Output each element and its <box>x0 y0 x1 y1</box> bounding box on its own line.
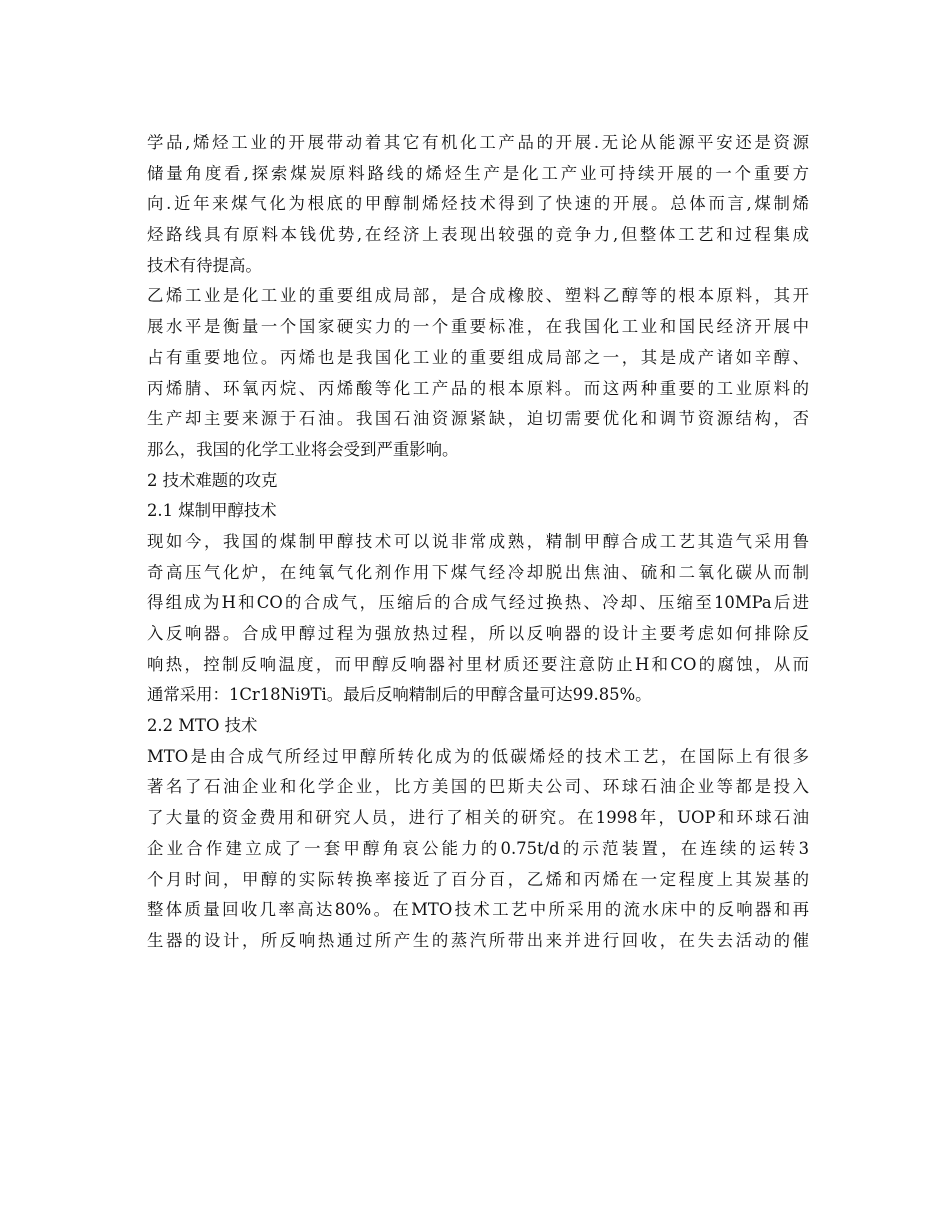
paragraph-ethylene-propylene <box>147 281 809 465</box>
heading-text: 2.1 煤制甲醇技术 <box>147 501 277 521</box>
document-body <box>147 128 809 957</box>
text-line: 占有重要地位。丙烯也是我国化工业的重要组成局部之一，其是成产诸如辛醇、 <box>147 347 809 367</box>
text-line: 乙烯工业是化工业的重要组成局部，是合成橡胶、塑料乙醇等的根本原料，其开 <box>147 286 809 306</box>
section-heading-2 <box>147 466 809 497</box>
text-line: 奇高压气化炉，在纯氧气化剂作用下煤气经冷却脱出焦油、硫和二氧化碳从而制 <box>147 562 809 582</box>
paragraph-olefin-industry <box>147 128 809 281</box>
text-line: 向.近年来煤气化为根底的甲醇制烯烃技术得到了快速的开展。总体而言,煤制烯 <box>147 194 809 214</box>
text-line: 丙烯腈、环氧丙烷、丙烯酸等化工产品的根本原料。而这两种重要的工业原料的 <box>147 378 809 398</box>
section-heading-2-2 <box>147 711 809 742</box>
text-line: MTO是由合成气所经过甲醇所转化成为的低碳烯烃的技术工艺，在国际上有很多 <box>147 746 809 766</box>
text-line: 个月时间，甲醇的实际转换率接近了百分百，乙烯和丙烯在一定程度上其炭基的 <box>147 869 809 889</box>
paragraph-coal-methanol <box>147 527 809 711</box>
text-line: 入反响器。合成甲醇过程为强放热过程，所以反响器的设计主要考虑如何排除反 <box>147 624 809 643</box>
text-line: 生产却主要来源于石油。我国石油资源紧缺，迫切需要优化和调节资源结构，否 <box>147 409 809 429</box>
text-line: 展水平是衡量一个国家硬实力的一个重要标准，在我国化工业和国民经济开展中 <box>147 317 809 337</box>
text-line: 得组成为H和CO的合成气，压缩后的合成气经过换热、冷却、压缩至10MPa后进 <box>147 593 809 613</box>
text-line: 现如今，我国的煤制甲醇技术可以说非常成熟，精制甲醇合成工艺其造气采用鲁 <box>147 531 809 551</box>
text-line: 了大量的资金费用和研究人员，进行了相关的研究。在1998年，UOP和环球石油 <box>147 808 809 828</box>
text-line: 响热，控制反响温度，而甲醇反响器衬里材质还要注意防止H和CO的腐蚀，从而 <box>147 654 809 674</box>
text-line: 生器的设计，所反响热通过所产生的蒸汽所带出来并进行回收，在失去活动的催 <box>147 930 809 950</box>
section-heading-2-1 <box>147 496 809 527</box>
text-line: 著名了石油企业和化学企业，比方美国的巴斯夫公司、环球石油企业等都是投入 <box>147 777 809 797</box>
text-line: 技术有待提高。 <box>147 255 262 275</box>
text-line: 学品,烯烃工业的开展带动着其它有机化工产品的开展.无论从能源平安还是资源 <box>147 133 809 152</box>
heading-text: 2.2 MTO 技术 <box>147 716 258 736</box>
text-line: 整体质量回收几率高达80%。在MTO技术工艺中所采用的流水床中的反响器和再 <box>147 900 809 920</box>
paragraph-mto <box>147 742 809 957</box>
heading-text: 2 技术难题的攻克 <box>147 470 278 490</box>
text-line: 那么，我国的化学工业将会受到严重影响。 <box>147 439 459 459</box>
text-line: 企业合作建立成了一套甲醇角哀公能力的0.75t/d的示范装置，在连续的运转3 <box>147 838 809 858</box>
text-line: 烃路线具有原料本钱优势,在经济上表现出较强的竞争力,但整体工艺和过程集成 <box>147 225 809 245</box>
text-line: 储量角度看,探索煤炭原料路线的烯烃生产是化工产业可持续开展的一个重要方 <box>147 163 809 183</box>
text-line: 通常采用：1Cr18Ni9Ti。最后反响精制后的甲醇含量可达99.85%。 <box>147 685 652 705</box>
